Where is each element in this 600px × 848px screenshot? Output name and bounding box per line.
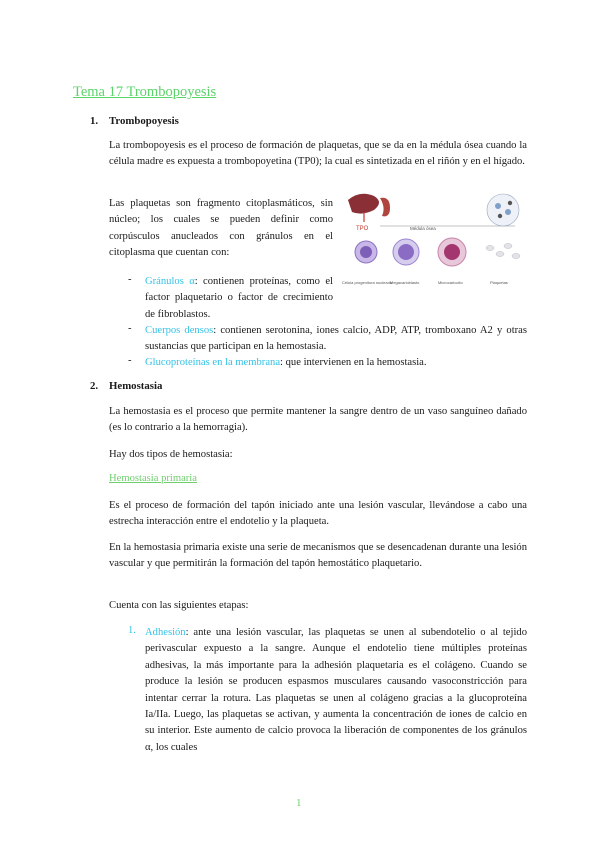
platelet-structure xyxy=(487,194,519,226)
bullet-1: Gránulos α: contienen proteínas, como el factor plaquetario o factor de crecimiento de fibroblastos. xyxy=(145,276,333,320)
plaq-label: Plaquetas xyxy=(490,280,508,285)
celula-label: Célula progenitora nucleada xyxy=(342,280,393,285)
section-2-heading: Hemostasia xyxy=(109,380,163,392)
bullet-dash: - xyxy=(128,355,132,366)
s1-paragraph-2: Las plaquetas son fragmento citoplasmáticos, sin núcleo; los cuales se pueden definir como corpúsculos anucleados con gránulos en el citoplasma que cuentan con: xyxy=(109,198,333,259)
section-1-number: 1. xyxy=(90,115,99,127)
s2-paragraph-5: Cuenta con las siguientes etapas: xyxy=(109,600,249,611)
bullet-3: Glucoproteínas en la membrana: que intervienen en la hemostasia. xyxy=(145,357,427,368)
bullet-3-term: Glucoproteínas en la membrana xyxy=(145,357,281,368)
s2-paragraph-3: Es el proceso de formación del tapón iniciado ante una lesión vascular, llevándose a cabo una estrecha interacción entre el endotelio y la plaqueta. xyxy=(109,500,527,528)
mega-label: Megacarioblasto xyxy=(390,280,420,285)
section-2-number: 2. xyxy=(90,380,99,392)
bullet-2-term: Cuerpos densos xyxy=(145,325,214,336)
s2-paragraph-2: Hay dos tipos de hemostasia: xyxy=(109,449,233,460)
step-1: Adhesión: ante una lesión vascular, las plaquetas se unen al subendotelio o al tejido perivascular expuesto a la sangre. Aunque el endotelio tiene múltiples proteínas adhesivas, la más importante para la adhesión plaquetaria es el colágeno. Cuando se produce la lesión se producen espasmos musculares causando vasoconstricción para intentar cerrar la rotura. Las plaquetas se unen al colágeno gracias a la glucoproteína Ia/IIa. Luego, las plaquetas se activan, y aumenta la concentración de iones de calcio en su interior. Este aumento de calcio provoca la liberación de componentes de los gránulos α, los cuales xyxy=(145,627,527,753)
trombopoyesis-figure xyxy=(340,190,530,308)
document-title: Tema 17 Trombopoyesis xyxy=(73,84,217,100)
page-number: 1 xyxy=(296,797,302,809)
s2-paragraph-1: La hemostasia es el proceso que permite mantener la sangre dentro de un vaso sanguíneo dañado (es lo contrario a la hemorragia). xyxy=(109,406,527,434)
subheading-hemostasia-primaria: Hemostasia primaria xyxy=(109,473,197,484)
step-1-number: 1. xyxy=(128,625,136,636)
bullet-dash: - xyxy=(128,323,132,334)
s2-paragraph-4: En la hemostasia primaria existe una serie de mecanismos que se desencadenan durante una lesión vascular y que permitirán la formación del tapón hemostático plaquetario. xyxy=(109,542,527,570)
section-1-heading: Trombopoyesis xyxy=(109,115,179,127)
s1-paragraph-1: La trombopoyesis es el proceso de formación de plaquetas, que se da en la médula ósea cuando la célula madre es expuesta a trombopoyetina (TP0); la cual es sintetizada en el riñón y en el hígado. xyxy=(109,140,527,168)
kidney-icon xyxy=(380,198,390,217)
bullet-1-term: Gránulos α xyxy=(145,276,195,287)
liver-icon xyxy=(348,194,379,214)
step-1-term: Adhesión xyxy=(145,627,186,638)
tpo-label: TPO xyxy=(356,226,369,232)
bullet-dash: - xyxy=(128,274,132,285)
stage-label: Médula ósea xyxy=(410,226,436,231)
micro-label: Microcariocito xyxy=(438,280,463,285)
bullet-2: Cuerpos densos: contienen serotonina, iones calcio, ADP, ATP, tromboxano A2 y otras sustancias que participan en la hemostasia. xyxy=(145,325,527,353)
